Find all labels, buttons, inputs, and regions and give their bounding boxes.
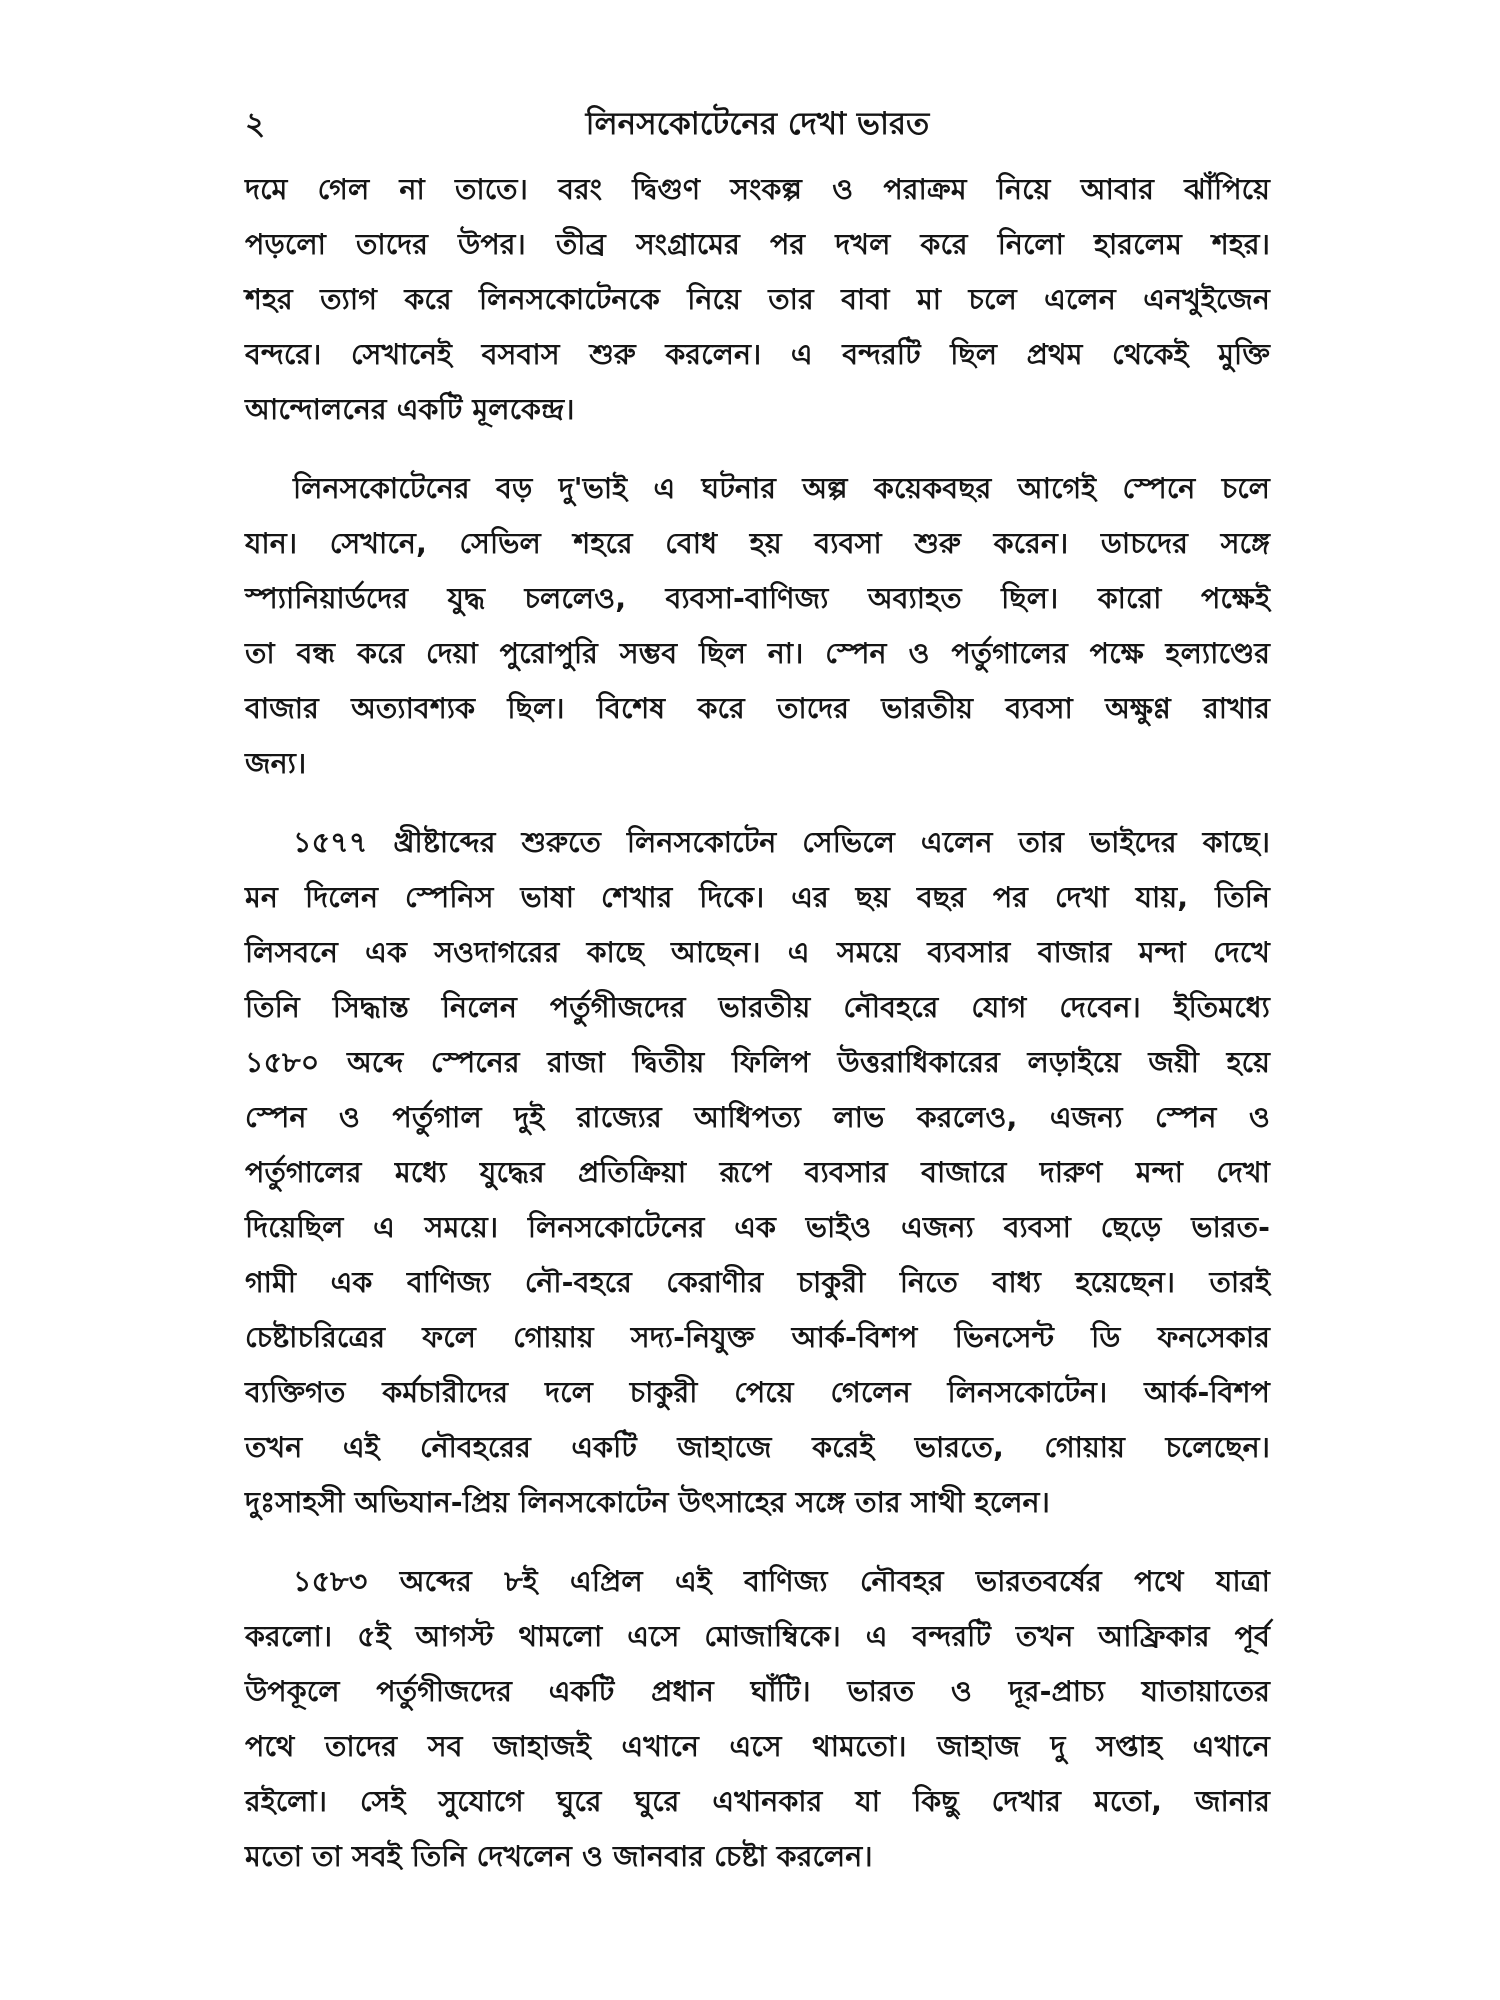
text-line: যান। সেখানে, সেভিল শহরে বোধ হয় ব্যবসা শুরু করেন। ডাচদের সঙ্গে (245, 527, 1270, 560)
text-line: দিয়েছিল এ সময়ে। লিনসকোটেনের এক ভাইও এজন্য ব্যবসা ছেড়ে ভারত- (245, 1211, 1270, 1244)
text-line: দমে গেল না তাতে। বরং দ্বিগুণ সংকল্প ও পরাক্রম নিয়ে আবার ঝাঁপিয়ে (245, 173, 1270, 206)
text-line: দুঃসাহসী অভিযান-প্রিয় লিনসকোটেন উৎসাহের সঙ্গে তার সাথী হলেন। (245, 1486, 1050, 1519)
running-title: লিনসকোটেনের দেখা ভারত (585, 106, 930, 142)
text-line: তা বন্ধ করে দেয়া পুরোপুরি সম্ভব ছিল না। স্পেন ও পর্তুগালের পক্ষে হল্যাণ্ডের (245, 637, 1270, 670)
text-line: তখন এই নৌবহরের একটি জাহাজে করেই ভারতে, গোয়ায় চলেছেন। (245, 1431, 1270, 1464)
text-line: লিনসকোটেনের বড় দু'ভাই এ ঘটনার অল্প কয়েকবছর আগেই স্পেনে চলে (293, 472, 1270, 505)
text-line: স্পেন ও পর্তুগাল দুই রাজ্যের আধিপত্য লাভ করলেও, এজন্য স্পেন ও (245, 1101, 1270, 1134)
page-number: ২ (245, 106, 266, 142)
text-line: করলো। ৫ই আগস্ট থামলো এসে মোজাম্বিকে। এ বন্দরটি তখন আফ্রিকার পূর্ব (245, 1620, 1270, 1653)
paragraph-2 (245, 461, 1270, 791)
text-line: ব্যক্তিগত কর্মচারীদের দলে চাকুরী পেয়ে গেলেন লিনসকোটেন। আর্ক-বিশপ (245, 1376, 1270, 1409)
text-line: আন্দোলনের একটি মূলকেন্দ্র। (245, 393, 575, 426)
text-line: স্প্যানিয়ার্ডদের যুদ্ধ চললেও, ব্যবসা-বাণিজ্য অব্যাহত ছিল। কারো পক্ষেই (245, 582, 1270, 615)
text-line: ১৫৮৩ অব্দের ৮ই এপ্রিল এই বাণিজ্য নৌবহর ভারতবর্ষের পথে যাত্রা (293, 1565, 1270, 1598)
text-line: গামী এক বাণিজ্য নৌ-বহরে কেরাণীর চাকুরী নিতে বাধ্য হয়েছেন। তারই (245, 1266, 1270, 1299)
text-line: চেষ্টাচরিত্রের ফলে গোয়ায় সদ্য-নিযুক্ত আর্ক-বিশপ ভিনসেন্ট ডি ফনসেকার (245, 1321, 1270, 1354)
text-line: ১৫৭৭ খ্রীষ্টাব্দের শুরুতে লিনসকোটেন সেভিলে এলেন তার ভাইদের কাছে। (293, 826, 1270, 859)
text-line: মতো তা সবই তিনি দেখলেন ও জানবার চেষ্টা করলেন। (245, 1840, 873, 1873)
text-line: উপকূলে পর্তুগীজদের একটি প্রধান ঘাঁটি। ভারত ও দূর-প্রাচ্য যাতায়াতের (245, 1675, 1270, 1708)
text-line: পথে তাদের সব জাহাজই এখানে এসে থামতো। জাহাজ দু সপ্তাহ এখানে (245, 1730, 1270, 1763)
text-line: বন্দরে। সেখানেই বসবাস শুরু করলেন। এ বন্দরটি ছিল প্রথম থেকেই মুক্তি (245, 338, 1270, 371)
text-line: রইলো। সেই সুযোগে ঘুরে ঘুরে এখানকার যা কিছু দেখার মতো, জানার (245, 1785, 1270, 1818)
text-line: লিসবনে এক সওদাগরের কাছে আছেন। এ সময়ে ব্যবসার বাজার মন্দা দেখে (245, 936, 1270, 969)
paragraph-4 (245, 1554, 1270, 1884)
page-header (245, 100, 1270, 148)
text-line: ১৫৮০ অব্দে স্পেনের রাজা দ্বিতীয় ফিলিপ উত্তরাধিকারের লড়াইয়ে জয়ী হয়ে (245, 1046, 1270, 1079)
text-line: মন দিলেন স্পেনিস ভাষা শেখার দিকে। এর ছয় বছর পর দেখা যায়, তিনি (245, 881, 1270, 914)
text-line: বাজার অত্যাবশ্যক ছিল। বিশেষ করে তাদের ভারতীয় ব্যবসা অক্ষুণ্ণ রাখার (245, 692, 1270, 725)
text-line: জন্য। (245, 747, 307, 780)
paragraph-3 (245, 815, 1270, 1530)
paragraph-1 (245, 162, 1270, 437)
text-line: পড়লো তাদের উপর। তীব্র সংগ্রামের পর দখল করে নিলো হারলেম শহর। (245, 228, 1270, 261)
text-line: তিনি সিদ্ধান্ত নিলেন পর্তুগীজদের ভারতীয় নৌবহরে যোগ দেবেন। ইতিমধ্যে (245, 991, 1270, 1024)
text-line: শহর ত্যাগ করে লিনসকোটেনকে নিয়ে তার বাবা মা চলে এলেন এনখুইজেন (245, 283, 1270, 316)
text-line: পর্তুগালের মধ্যে যুদ্ধের প্রতিক্রিয়া রূপে ব্যবসার বাজারে দারুণ মন্দা দেখা (245, 1156, 1270, 1189)
body-text (245, 162, 1270, 1908)
